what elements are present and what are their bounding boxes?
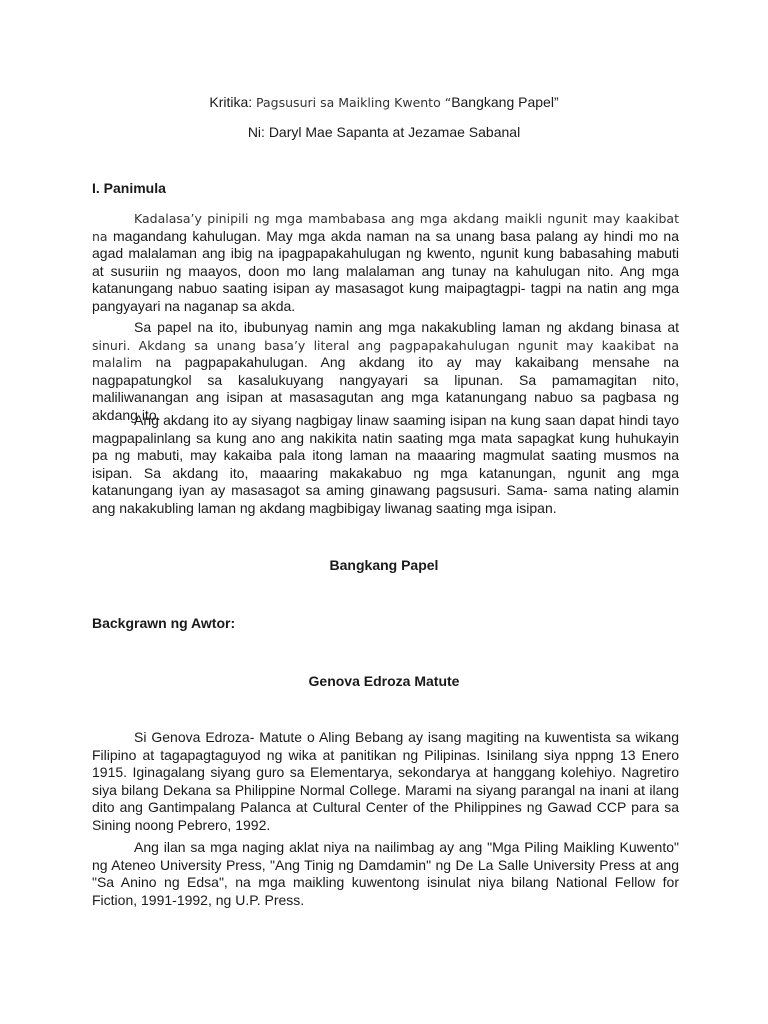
title-prefix: Kritika: — [209, 94, 253, 110]
title-suffix: ” — [553, 94, 559, 110]
author-name-heading: Genova Edroza Matute — [308, 673, 460, 689]
story-heading: Bangkang Papel — [329, 557, 439, 573]
paragraph-1-rest: magandang kahulugan. May mga akda naman na sa unang basa palang ay hindi mo na agad malalaman ang ibig na ipagpapakahulugan ng kwento, ngunit kung babasahing mabuti at susuriin ng maayos, doon mo lang malalaman ang tunay na kahulugan nito. Ang mga katanungang nabuo saating isipan ay masasagot kung maipagtagpi- tagpi na natin ang mga pangyayari na naganap sa akda. — [92, 227, 679, 314]
paragraph-2-soft: sinuri. Akdang sa unang basa’y literal ang pagpapakahulugan ngunit may kaakibat na malalim — [92, 337, 679, 371]
paragraph-3: Ang akdang ito ay siyang nagbigay linaw saaming isipan na kung saan dapat hindi tayo magpapalinlang sa kung ano ang nakikita natin saating mga mata sapagkat kung huhukayin pa ng mabuti, may kakaiba pala itong laman na maaaring magmulat saating musmos na isipan. Sa akdang ito, maaaring makakabuo ng mga katanungan, ngunit ang mga katanungang iyan ay masasagot sa aming ginawang pagsusuri. Sama- sama nating alamin ang nakakubling laman ng akdang magbibigay liwanag saating mga isipan. — [92, 412, 679, 516]
title-middle: Pagsusuri sa Maikling Kwento “ — [256, 95, 452, 110]
paragraph-2-end: na pagpapakahulugan. Ang akdang ito ay may kakaibang mensahe na nagpapatungkol sa kasalukuyang nangyayari sa lipunan. Sa pamamagitan nito, maliliwanangan ang isipan at masasagutan ang mga katanungang nabuo sa pagbasa ng akdang ito. — [92, 354, 680, 423]
paragraph-5: Ang ilan sa mga naging aklat niya na nailimbag ay ang "Mga Piling Maikling Kuwento" ng Ateneo University Press, "Ang Tinig ng Damdamin" ng De La Salle University Press at ang "Sa Anino ng Edsa", na mga maikling kuwentong isinulat niya bilang National Fellow for Fiction, 1991-1992, ng U.P. Press. — [92, 839, 679, 908]
title-work: Bangkang Papel — [451, 94, 554, 110]
document-title — [0, 93, 768, 112]
paragraph-1 — [92, 210, 679, 316]
author-background-heading: Backgrawn ng Awtor: — [92, 615, 236, 631]
paragraph-2 — [92, 319, 679, 425]
paragraph-1-lead: Kadalasa’y pinipili ng mga mambabasa ang mga akdang maikli ngunit may kaakibat na — [92, 211, 679, 244]
section-heading-panimula: I. Panimula — [92, 180, 166, 196]
document-authors: Ni: Daryl Mae Sapanta at Jezamae Sabanal — [247, 124, 521, 140]
paragraph-2-start: Sa papel na ito, ibubunyag namin ang mga nakakubling laman ng akdang binasa at — [134, 319, 679, 335]
paragraph-4: Si Genova Edroza- Matute o Aling Bebang ay isang magiting na kuwentista sa wikang Filipino at tagapagtaguyod ng wika at panitikan ng Pilipinas. Isinilang siya nppng 13 Enero 1915. Iginagalang siyang guro sa Elementarya, sekondarya at hanggang kolehiyo. Nagretiro siya bilang Dekana sa Philippine Normal College. Marami na siyang parangal na inani at ilang dito ang Gantimpalang Palanca at Cultural Center of the Philippines ng Gawad CCP para sa Sining noong Pebrero, 1992. — [92, 729, 679, 833]
